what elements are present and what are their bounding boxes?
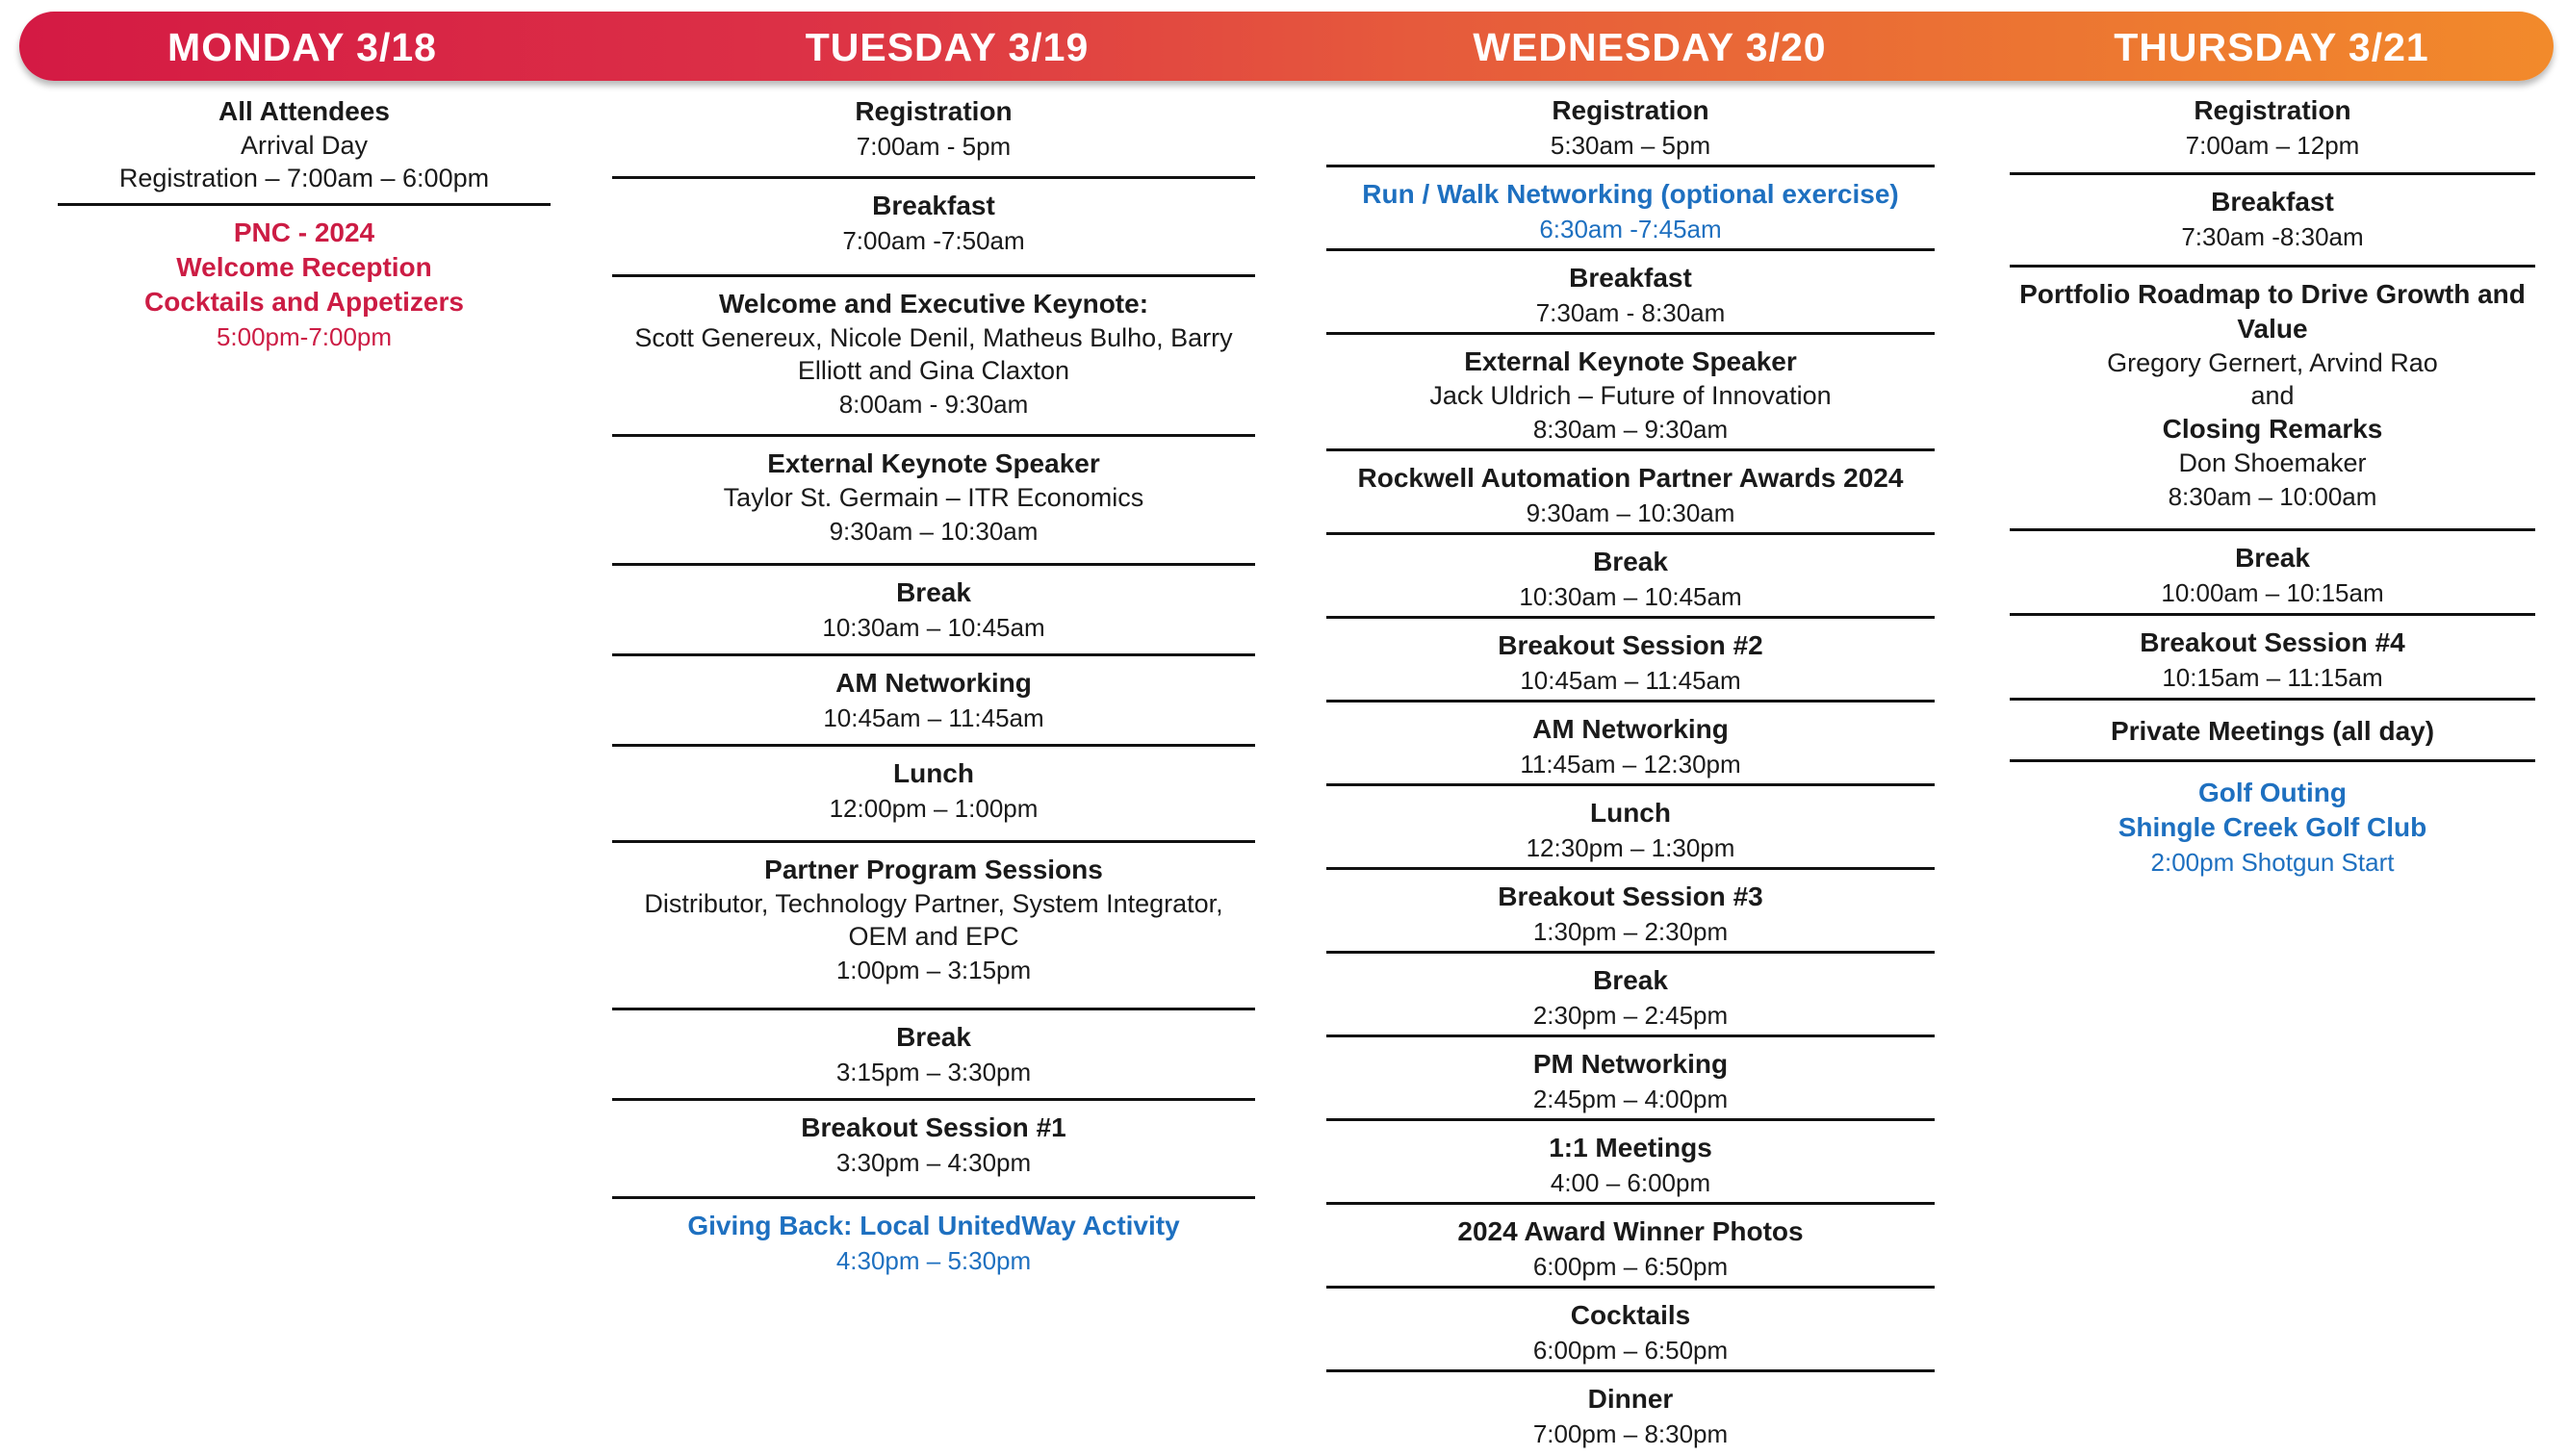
session-1-1-meetings xyxy=(1326,1121,1935,1205)
session-all-attendees xyxy=(58,90,551,206)
session-time: 10:45am – 11:45am xyxy=(1520,666,1741,695)
session-detail: Distributor, Technology Partner, System Integrator, OEM and EPC xyxy=(644,889,1223,951)
session-time: 10:30am – 10:45am xyxy=(1519,582,1742,611)
session-time: 11:45am – 12:30pm xyxy=(1520,750,1741,779)
session-time: 5:00pm-7:00pm xyxy=(216,322,393,351)
session-subtitle: Closing Remarks xyxy=(2162,414,2383,444)
session-partner-program-sessions xyxy=(612,843,1255,1010)
session-title: Private Meetings (all day) xyxy=(2110,716,2435,746)
session-pm-networking xyxy=(1326,1037,1935,1121)
session-title: AM Networking xyxy=(1532,714,1729,744)
session-title: External Keynote Speaker xyxy=(1464,346,1797,376)
session-title: All Attendees xyxy=(218,96,390,126)
session-time: 1:30pm – 2:30pm xyxy=(1532,917,1729,946)
session-time: 2:00pm Shotgun Start xyxy=(2150,848,2395,877)
session-breakout-session-1 xyxy=(612,1101,1255,1199)
session-title: Rockwell Automation Partner Awards 2024 xyxy=(1357,463,1904,493)
session-title: Dinner xyxy=(1587,1384,1674,1414)
session-title: PNC - 2024 xyxy=(233,217,375,247)
session-time: 10:30am – 10:45am xyxy=(822,613,1045,642)
session-title: Breakfast xyxy=(872,191,995,220)
session-2024-award-winner-photos xyxy=(1326,1205,1935,1289)
session-title: Giving Back: Local UnitedWay Activity xyxy=(687,1211,1180,1240)
session-title: Breakfast xyxy=(2211,187,2334,217)
session-breakout-session-4 xyxy=(2010,616,2535,701)
session-time: 12:30pm – 1:30pm xyxy=(1526,833,1735,862)
session-giving-back-local-unitedway-activity xyxy=(612,1199,1255,1291)
session-time: 10:45am – 11:45am xyxy=(823,703,1044,732)
session-time: 3:30pm – 4:30pm xyxy=(835,1148,1032,1177)
session-time: 12:00pm – 1:00pm xyxy=(829,794,1039,823)
session-time: 9:30am – 10:30am xyxy=(829,517,1039,546)
session-breakfast xyxy=(2010,175,2535,268)
session-time: 6:00pm – 6:50pm xyxy=(1532,1252,1729,1281)
session-time: 10:00am – 10:15am xyxy=(2161,578,2384,607)
session-time: 7:30am - 8:30am xyxy=(1535,298,1726,327)
tuesday-schedule xyxy=(612,90,1255,1291)
session-detail: Arrival Day xyxy=(240,131,369,160)
session-breakout-session-2 xyxy=(1326,619,1935,702)
monday-schedule xyxy=(58,90,551,360)
session-time: 7:30am -8:30am xyxy=(2181,222,2364,251)
session-title: Portfolio Roadmap to Drive Growth and Value xyxy=(2019,279,2526,344)
session-subtitle: Shingle Creek Golf Club xyxy=(2118,812,2427,842)
session-title: Breakout Session #3 xyxy=(1498,881,1763,911)
session-title: Break xyxy=(896,577,971,607)
session-title: Registration xyxy=(2194,95,2351,125)
session-title: Cocktails xyxy=(1570,1300,1691,1330)
session-break xyxy=(1326,954,1935,1037)
session-title: Break xyxy=(896,1022,971,1052)
session-pnc-2024 xyxy=(58,206,551,360)
session-external-keynote-speaker xyxy=(1326,335,1935,451)
session-time: 7:00am – 12pm xyxy=(2185,131,2360,160)
session-time: 10:15am – 11:15am xyxy=(2162,663,2383,692)
session-title: 2024 Award Winner Photos xyxy=(1457,1216,1804,1246)
session-breakfast xyxy=(612,179,1255,277)
session-dinner xyxy=(1326,1372,1935,1456)
session-detail: and xyxy=(2250,381,2295,410)
session-external-keynote-speaker xyxy=(612,437,1255,566)
session-title: Breakout Session #2 xyxy=(1498,630,1763,660)
session-time: 3:15pm – 3:30pm xyxy=(835,1058,1032,1086)
session-portfolio-roadmap-to-drive-growth-and-value xyxy=(2010,268,2535,531)
session-title: Break xyxy=(1593,547,1668,576)
thursday-schedule xyxy=(2010,90,2535,907)
session-breakout-session-3 xyxy=(1326,870,1935,954)
session-break xyxy=(612,1010,1255,1101)
session-lunch xyxy=(612,747,1255,843)
session-title: Welcome and Executive Keynote: xyxy=(718,289,1149,319)
session-break xyxy=(2010,531,2535,616)
session-time: 8:30am – 9:30am xyxy=(1532,415,1729,444)
session-detail: Taylor St. Germain – ITR Economics xyxy=(723,483,1144,512)
session-title: Lunch xyxy=(893,758,974,788)
session-registration xyxy=(612,90,1255,179)
session-private-meetings-all-day xyxy=(2010,701,2535,762)
wednesday-schedule xyxy=(1326,90,1935,1456)
session-time: 8:30am – 10:00am xyxy=(2168,482,2377,511)
session-time: 7:00pm – 8:30pm xyxy=(1532,1419,1729,1448)
session-time: 9:30am – 10:30am xyxy=(1526,498,1735,527)
session-title: Breakout Session #4 xyxy=(2140,627,2405,657)
session-time: 7:00am - 5pm xyxy=(856,132,1012,161)
session-title: Golf Outing xyxy=(2198,778,2347,807)
session-lunch xyxy=(1326,786,1935,870)
session-am-networking xyxy=(612,656,1255,747)
session-break xyxy=(1326,535,1935,619)
session-time: 4:00 – 6:00pm xyxy=(1550,1168,1711,1197)
session-title: 1:1 Meetings xyxy=(1549,1133,1712,1162)
session-title: PM Networking xyxy=(1532,1049,1729,1079)
session-time: 7:00am -7:50am xyxy=(842,226,1025,255)
session-time: 8:00am - 9:30am xyxy=(838,390,1029,419)
session-title: Registration xyxy=(855,96,1013,126)
session-registration xyxy=(1326,90,1935,167)
session-time: 4:30pm – 5:30pm xyxy=(835,1246,1032,1275)
session-detail: Scott Genereux, Nicole Denil, Matheus Bulho, Barry Elliott and Gina Claxton xyxy=(634,323,1233,385)
session-detail: Registration – 7:00am – 6:00pm xyxy=(118,164,490,192)
session-detail: Don Shoemaker xyxy=(2178,448,2367,477)
day-title-wednesday: WEDNESDAY 3/20 xyxy=(1473,25,1827,69)
session-title: Break xyxy=(2235,543,2310,573)
session-detail: Welcome Reception xyxy=(176,252,432,282)
session-am-networking xyxy=(1326,702,1935,786)
day-title-thursday: THURSDAY 3/21 xyxy=(2114,25,2429,69)
session-time: 2:45pm – 4:00pm xyxy=(1532,1085,1729,1113)
session-title: Breakfast xyxy=(1569,263,1692,293)
session-golf-outing xyxy=(2010,762,2535,907)
session-time: 6:00pm – 6:50pm xyxy=(1532,1336,1729,1365)
session-time: 5:30am – 5pm xyxy=(1550,131,1711,160)
session-title: Registration xyxy=(1552,95,1709,125)
session-title: Run / Walk Networking (optional exercise) xyxy=(1362,179,1899,209)
session-breakfast xyxy=(1326,251,1935,335)
session-time: 2:30pm – 2:45pm xyxy=(1532,1001,1729,1030)
session-break xyxy=(612,566,1255,656)
session-rockwell-automation-partner-awards-2024 xyxy=(1326,451,1935,535)
session-welcome-and-executive-keynote xyxy=(612,277,1255,437)
session-title: Lunch xyxy=(1590,798,1671,828)
day-title-tuesday: TUESDAY 3/19 xyxy=(805,25,1090,69)
session-title: External Keynote Speaker xyxy=(767,448,1100,478)
session-cocktails xyxy=(1326,1289,1935,1372)
session-run-walk-networking-optional-exercise xyxy=(1326,167,1935,251)
session-detail: Cocktails and Appetizers xyxy=(144,287,464,317)
session-title: Break xyxy=(1593,965,1668,995)
session-detail: Jack Uldrich – Future of Innovation xyxy=(1429,381,1832,410)
session-time: 1:00pm – 3:15pm xyxy=(835,956,1032,984)
session-title: AM Networking xyxy=(835,668,1032,698)
session-title: Breakout Session #1 xyxy=(801,1112,1066,1142)
day-title-monday: MONDAY 3/18 xyxy=(167,25,437,69)
session-title: Partner Program Sessions xyxy=(764,855,1103,884)
session-detail: Gregory Gernert, Arvind Rao xyxy=(2107,348,2438,377)
session-registration xyxy=(2010,90,2535,175)
session-time: 6:30am -7:45am xyxy=(1539,215,1722,243)
